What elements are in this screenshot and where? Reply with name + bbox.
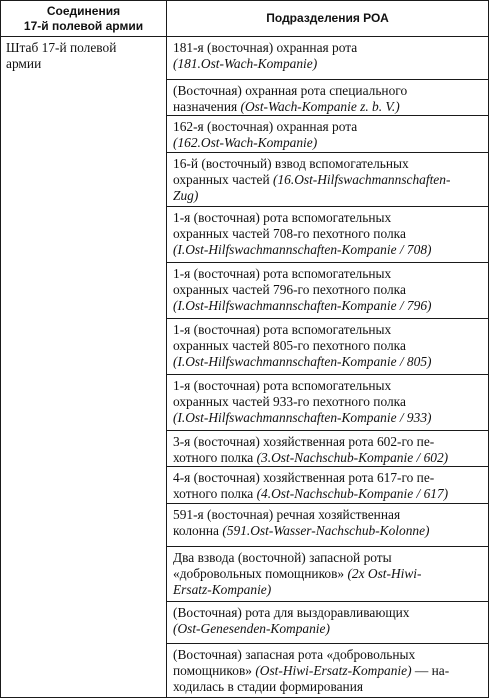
- unit-russian-text: охранных частей 805-го пехотного полка: [173, 338, 406, 353]
- unit-row: [167, 504, 488, 547]
- unit-row: [167, 319, 488, 375]
- unit-row-line: [173, 119, 482, 135]
- unit-row: [167, 375, 488, 431]
- unit-row-line: [173, 566, 482, 582]
- unit-german-name: (Ost-Hiwi-Ersatz-Kompanie): [255, 663, 412, 678]
- unit-russian-text: охранных частей 933-го пехотного полка: [173, 394, 406, 409]
- unit-russian-text: 1-я (восточная) рота вспомогательных: [173, 378, 392, 393]
- unit-german-name: (2x Ost-Hiwi-: [347, 566, 422, 581]
- unit-row-line: [173, 338, 482, 354]
- unit-row-line: [173, 266, 482, 282]
- unit-row-line: [173, 354, 482, 370]
- unit-russian-text: (Восточная) запасная рота «добровольных: [173, 647, 416, 662]
- unit-row-line: [173, 210, 482, 226]
- unit-row-line: [173, 56, 482, 72]
- unit-russian-text: назначения: [173, 99, 241, 114]
- unit-german-name: (I.Ost-Hilfswachmannschaften-Kompanie / 796): [173, 298, 432, 313]
- unit-german-name: Zug): [173, 188, 199, 203]
- unit-row-line: [173, 470, 482, 486]
- unit-row-line: [173, 226, 482, 242]
- unit-row-line: [173, 135, 482, 151]
- unit-german-name: (4.Ost-Nachschub-Kompanie / 617): [256, 486, 449, 501]
- unit-row-line: [173, 434, 482, 450]
- unit-row-line: [173, 394, 482, 410]
- unit-russian-text: колонна: [173, 523, 223, 538]
- unit-german-name: (16.Ost-Hilfswachmannschaften-: [273, 172, 451, 187]
- unit-russian-text: ходилась в стадии формирования: [173, 679, 364, 694]
- unit-german-name: (I.Ost-Hilfswachmannschaften-Kompanie / 805): [173, 354, 432, 369]
- unit-row: [167, 431, 488, 467]
- unit-row-line: [173, 156, 482, 172]
- unit-russian-text: 162-я (восточная) охранная рота: [173, 119, 358, 134]
- unit-row: [167, 644, 488, 699]
- unit-german-name: (181.Ost-Wach-Kompanie): [173, 56, 318, 71]
- unit-russian-text: Два взвода (восточной) запасной роты: [173, 550, 392, 565]
- unit-row-line: [173, 282, 482, 298]
- unit-row: [167, 37, 488, 80]
- unit-german-name: (Ost-Genesenden-Kompanie): [173, 621, 330, 636]
- unit-russian-text: 591-я (восточная) речная хозяйственная: [173, 507, 401, 522]
- unit-german-name: (162.Ost-Wach-Kompanie): [173, 135, 318, 150]
- unit-german-name: (I.Ost-Hilfswachmannschaften-Kompanie / 933): [173, 410, 432, 425]
- unit-row-line: [173, 410, 482, 426]
- unit-row-line: [173, 679, 482, 695]
- header-formations-line1: Соединения: [46, 3, 121, 18]
- unit-russian-text: 3-я (восточная) хозяйственная рота 602-го пе-: [173, 434, 435, 449]
- unit-row: [167, 153, 488, 207]
- unit-row: [167, 547, 488, 602]
- formation-line1: Штаб 17-й полевой: [6, 40, 117, 55]
- unit-row-line: [173, 40, 482, 56]
- unit-row-line: [173, 378, 482, 394]
- unit-russian-text: (Восточная) охранная рота специального: [173, 83, 408, 98]
- header-roa-units: Подразделения РОА: [266, 11, 389, 25]
- unit-row-line: [173, 242, 482, 258]
- unit-row-line: [173, 188, 482, 204]
- header-formations: [1, 1, 166, 36]
- unit-row-line: [173, 550, 482, 566]
- unit-row-line: [173, 663, 482, 679]
- unit-row: [167, 80, 488, 116]
- formation-line2: армии: [6, 56, 42, 71]
- unit-row-line: [173, 172, 482, 188]
- unit-russian-text: (Восточная) рота для выздоравливающих: [173, 605, 410, 620]
- unit-russian-text: помощников»: [173, 663, 256, 678]
- unit-row-line: [173, 450, 482, 466]
- unit-row: [167, 116, 488, 153]
- unit-russian-text: хотного полка: [173, 486, 257, 501]
- unit-russian-text: хотного полка: [173, 450, 257, 465]
- unit-row-line: [173, 647, 482, 663]
- unit-row-line: [173, 621, 482, 637]
- unit-row-line: [173, 322, 482, 338]
- unit-german-name: (591.Ost-Wasser-Nachschub-Kolonne): [222, 523, 430, 538]
- unit-row-line: [173, 523, 482, 539]
- unit-row: [167, 207, 488, 263]
- unit-german-name: Ersatz-Kompanie): [173, 582, 272, 597]
- unit-row-line: [173, 298, 482, 314]
- unit-row-line: [173, 83, 482, 99]
- unit-row: [167, 263, 488, 319]
- unit-russian-text: охранных частей 796-го пехотного полка: [173, 282, 406, 297]
- unit-row-line: [173, 605, 482, 621]
- unit-russian-text: охранных частей: [173, 172, 273, 187]
- formation-cell: [6, 40, 161, 72]
- unit-row-line: [173, 582, 482, 598]
- unit-russian-text: охранных частей 708-го пехотного полка: [173, 226, 406, 241]
- unit-russian-text: 1-я (восточная) рота вспомогательных: [173, 210, 392, 225]
- unit-german-name: (3.Ost-Nachschub-Kompanie / 602): [256, 450, 449, 465]
- unit-row: [167, 467, 488, 504]
- unit-row-line: [173, 507, 482, 523]
- unit-russian-text: 16-й (восточный) взвод вспомогательных: [173, 156, 409, 171]
- unit-row-line: [173, 486, 482, 502]
- unit-german-name: (I.Ost-Hilfswachmannschaften-Kompanie / 708): [173, 242, 432, 257]
- unit-russian-text: 4-я (восточная) хозяйственная рота 617-го пе-: [173, 470, 435, 485]
- unit-row: [167, 602, 488, 644]
- table-header: [1, 1, 488, 37]
- unit-russian-text: 181-я (восточная) охранная рота: [173, 40, 358, 55]
- unit-row-line: [173, 99, 482, 115]
- unit-russian-text: — на-: [411, 663, 450, 678]
- unit-russian-text: «добровольных помощников»: [173, 566, 348, 581]
- unit-russian-text: 1-я (восточная) рота вспомогательных: [173, 322, 392, 337]
- header-formations-line2: 17-й полевой армии: [23, 18, 144, 33]
- unit-russian-text: 1-я (восточная) рота вспомогательных: [173, 266, 392, 281]
- unit-german-name: (Ost-Wach-Kompanie z. b. V.): [240, 99, 400, 114]
